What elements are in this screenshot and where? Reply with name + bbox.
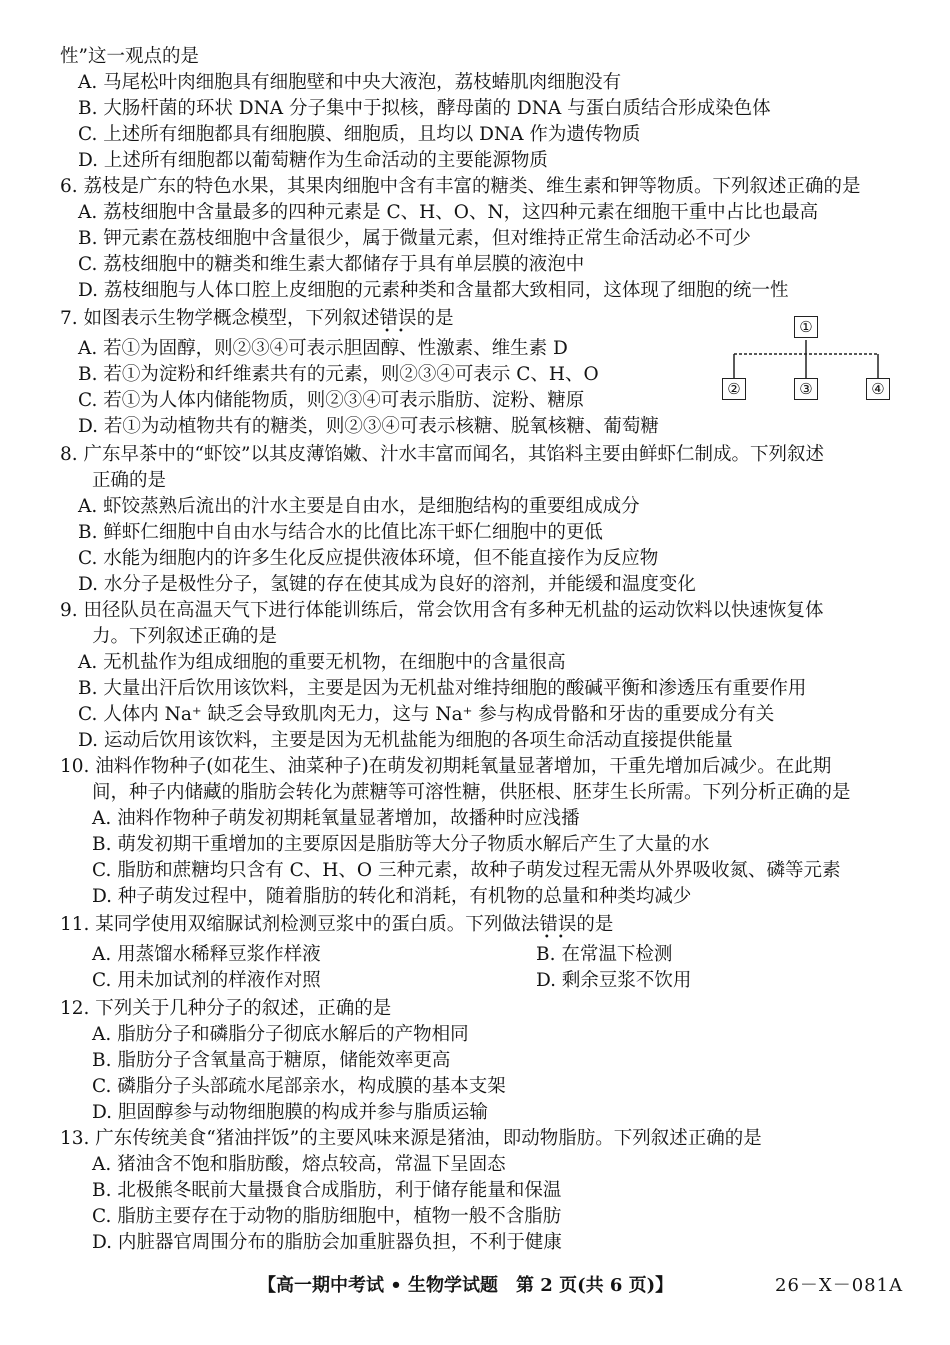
q7-stem	[60, 306, 454, 337]
q9-option-d: D. 运动后饮用该饮料，主要是因为无机盐能为细胞的各项生命活动直接提供能量	[78, 730, 733, 751]
exam-code: 26－X－081A	[775, 1275, 904, 1296]
q10-stem-line-1: 10. 油料作物种子(如花生、油菜种子)在萌发初期耗氧量显著增加，干重先增加后减少。在此期	[60, 756, 832, 777]
q9-option-b: B. 大量出汗后饮用该饮料，主要是因为无机盐对维持细胞的酸碱平衡和渗透压有重要作用	[78, 678, 807, 699]
q5-option-b: B. 大肠杆菌的环状 DNA 分子集中于拟核，酵母菌的 DNA 与蛋白质结合形成染色体	[78, 98, 771, 119]
q11-option-c: C. 用未加试剂的样液作对照	[92, 970, 321, 991]
q5-option-c: C. 上述所有细胞都具有细胞膜、细胞质，且均以 DNA 作为遗传物质	[78, 124, 641, 145]
diagram-node-2: ②	[722, 378, 746, 400]
q7-stem-post: 的是	[416, 308, 454, 329]
q5-stem-end: 性”这一观点的是	[60, 46, 199, 67]
q13-option-d: D. 内脏器官周围分布的脂肪会加重脏器负担，不利于健康	[92, 1232, 562, 1253]
q7-emphasis-word: 错误 ••	[379, 308, 417, 337]
page-footer	[0, 1272, 950, 1300]
q11-option-a: A. 用蒸馏水稀释豆浆作样液	[92, 944, 321, 965]
q11-stem-pre: 11. 某同学使用双缩脲试剂检测豆浆中的蛋白质。下列做法	[60, 914, 540, 935]
q7-stem-pre: 7. 如图表示生物学概念模型，下列叙述	[60, 308, 380, 329]
q10-stem-line-2: 间，种子内储藏的脂肪会转化为蔗糖等可溶性糖，供胚根、胚芽生长所需。下列分析正确的是	[92, 782, 851, 803]
q5-option-d: D. 上述所有细胞都以葡萄糖作为生命活动的主要能源物质	[78, 150, 548, 171]
q12-option-b: B. 脂肪分子含氧量高于糖原，储能效率更高	[92, 1050, 451, 1071]
q8-option-d: D. 水分子是极性分子，氢键的存在使其成为良好的溶剂，并能缓和温度变化	[78, 574, 696, 595]
q11-emphasis-word: 错误 ••	[539, 914, 577, 943]
q10-option-c: C. 脂肪和蔗糖均只含有 C、H、O 三种元素，故种子萌发过程无需从外界吸收氮、磷等元素	[92, 860, 841, 881]
q13-option-c: C. 脂肪主要存在于动物的脂肪细胞中，植物一般不含脂肪	[92, 1206, 562, 1227]
q12-option-c: C. 磷脂分子头部疏水尾部亲水，构成膜的基本支架	[92, 1076, 506, 1097]
q8-stem-line-1: 8. 广东早茶中的“虾饺”以其皮薄馅嫩、汁水丰富而闻名，其馅料主要由鲜虾仁制成。下列叙述	[60, 444, 824, 465]
q6-option-c: C. 荔枝细胞中的糖类和维生素大都储存于具有单层膜的液泡中	[78, 254, 585, 275]
diagram-node-4: ④	[866, 378, 890, 400]
concept-model-diagram	[720, 316, 892, 402]
q7-option-c: C. 若①为人体内储能物质，则②③④可表示脂肪、淀粉、糖原	[78, 390, 585, 411]
q7-option-b: B. 若①为淀粉和纤维素共有的元素，则②③④可表示 C、H、O	[78, 364, 599, 385]
q9-stem-line-1: 9. 田径队员在高温天气下进行体能训练后，常会饮用含有多种无机盐的运动饮料以快速恢复体	[60, 600, 824, 621]
q9-option-a: A. 无机盐作为组成细胞的重要无机物，在细胞中的含量很高	[78, 652, 566, 673]
q8-option-b: B. 鲜虾仁细胞中自由水与结合水的比值比冻干虾仁细胞中的更低	[78, 522, 603, 543]
emphasis-dots: ••	[384, 326, 412, 337]
q6-option-b: B. 钾元素在荔枝细胞中含量很少，属于微量元素，但对维持正常生命活动必不可少	[78, 228, 751, 249]
q8-stem-line-2: 正确的是	[92, 470, 167, 491]
q8-option-c: C. 水能为细胞内的许多生化反应提供液体环境，但不能直接作为反应物	[78, 548, 659, 569]
q9-stem-line-2: 力。下列叙述正确的是	[92, 626, 278, 647]
q12-option-a: A. 脂肪分子和磷脂分子彻底水解后的产物相同	[92, 1024, 469, 1045]
emphasis-dots: ••	[543, 932, 572, 943]
diagram-node-3: ③	[794, 378, 818, 400]
q10-option-d: D. 种子萌发过程中，随着脂肪的转化和消耗，有机物的总量和种类均减少	[92, 886, 692, 907]
diagram-node-1: ①	[794, 316, 818, 338]
q10-option-a: A. 油料作物种子萌发初期耗氧量显著增加，故播种时应浅播	[92, 808, 580, 829]
q7-option-d: D. 若①为动植物共有的糖类，则②③④可表示核糖、脱氧核糖、葡萄糖	[78, 416, 659, 437]
q10-option-b: B. 萌发初期干重增加的主要原因是脂肪等大分子物质水解后产生了大量的水	[92, 834, 710, 855]
q8-option-a: A. 虾饺蒸熟后流出的汁水主要是自由水，是细胞结构的重要组成成分	[78, 496, 640, 517]
q13-stem: 13. 广东传统美食“猪油拌饭”的主要风味来源是猪油，即动物脂肪。下列叙述正确的是	[60, 1128, 762, 1149]
q11-stem	[60, 912, 614, 943]
footer-title: 【高一期中考试 • 生物学试题 第 2 页(共 6 页)】	[258, 1275, 674, 1296]
q6-option-d: D. 荔枝细胞与人体口腔上皮细胞的元素种类和含量都大致相同，这体现了细胞的统一性	[78, 280, 789, 301]
q11-option-b: B. 在常温下检测	[536, 944, 673, 965]
q13-option-a: A. 猪油含不饱和脂肪酸，熔点较高，常温下呈固态	[92, 1154, 506, 1175]
q7-option-a: A. 若①为固醇，则②③④可表示胆固醇、性激素、维生素 D	[78, 338, 568, 359]
q12-stem: 12. 下列关于几种分子的叙述，正确的是	[60, 998, 392, 1019]
q6-stem: 6. 荔枝是广东的特色水果，其果肉细胞中含有丰富的糖类、维生素和钾等物质。下列叙述正确的是	[60, 176, 861, 197]
q6-option-a: A. 荔枝细胞中含量最多的四种元素是 C、H、O、N，这四种元素在细胞干重中占比也最高	[78, 202, 819, 223]
q13-option-b: B. 北极熊冬眠前大量摄食合成脂肪，利于储存能量和保温	[92, 1180, 562, 1201]
q12-option-d: D. 胆固醇参与动物细胞膜的构成并参与脂质运输	[92, 1102, 488, 1123]
q11-option-d: D. 剩余豆浆不饮用	[536, 970, 692, 991]
q9-option-c: C. 人体内 Na⁺ 缺乏会导致肌肉无力，这与 Na⁺ 参与构成骨骼和牙齿的重要成分有关	[78, 704, 775, 725]
q5-option-a: A. 马尾松叶肉细胞具有细胞壁和中央大液泡，荔枝蝽肌肉细胞没有	[78, 72, 622, 93]
q11-stem-post: 的是	[576, 914, 614, 935]
